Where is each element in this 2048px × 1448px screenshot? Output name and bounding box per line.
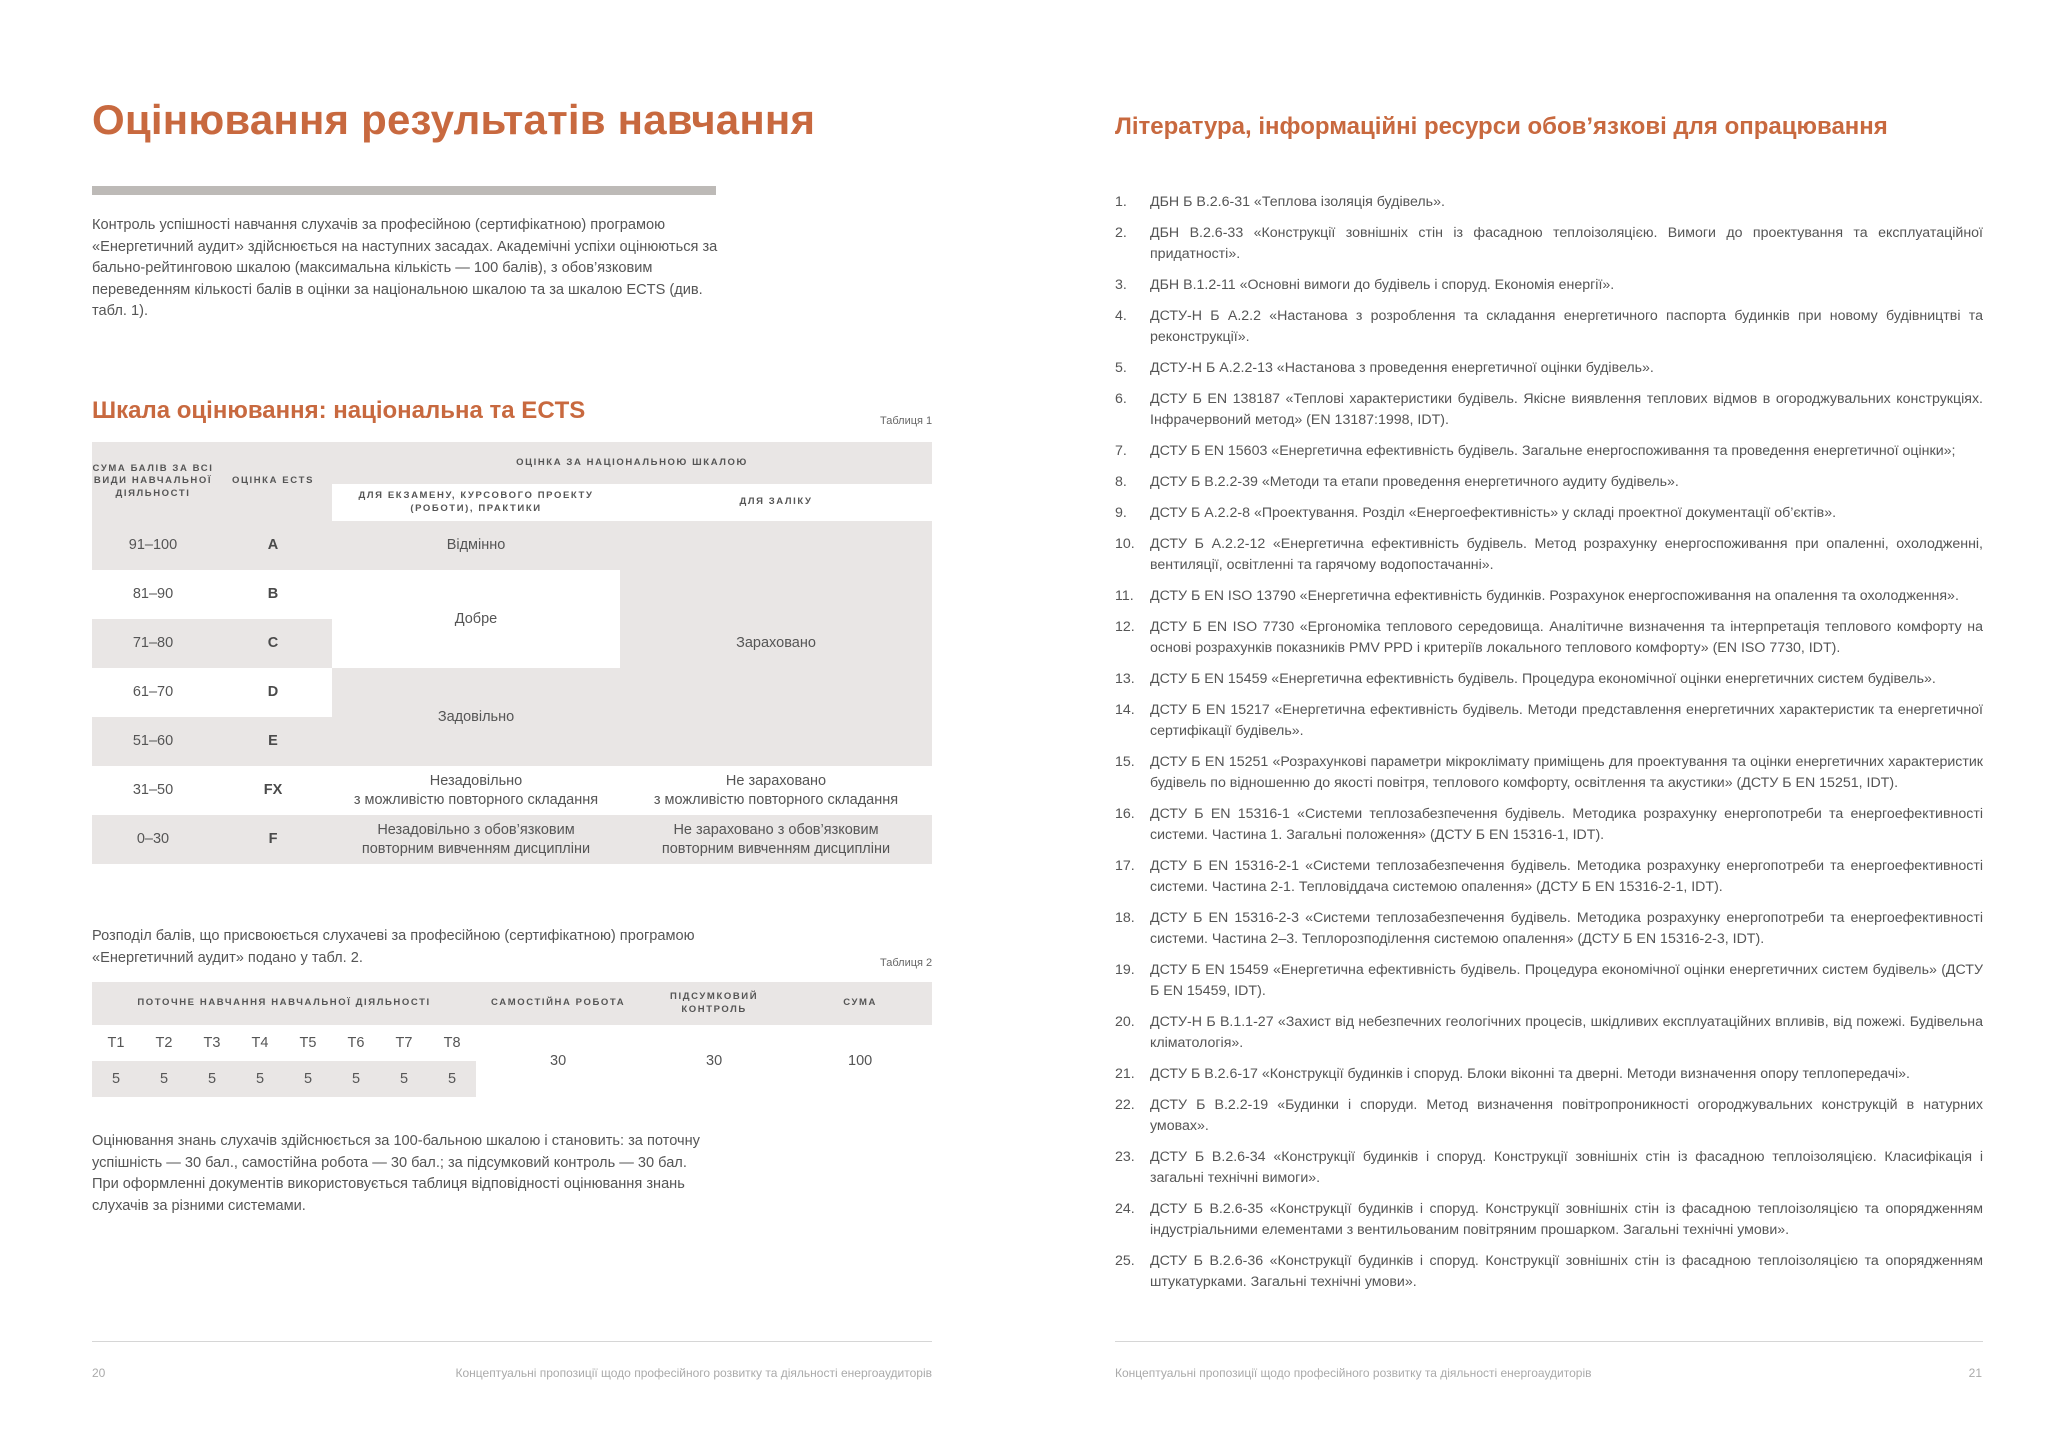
list-item — [1115, 441, 1983, 462]
footer-text: Концептуальні пропозиції щодо професійного розвитку та діяльності енергоаудиторів — [1115, 1366, 1592, 1380]
topic-cell: Т3 — [188, 1025, 236, 1061]
score-cell: 5 — [140, 1061, 188, 1097]
table-cell-grade: D — [214, 668, 332, 717]
list-item — [1115, 1095, 1983, 1137]
list-item — [1115, 586, 1983, 607]
list-item-text: ДСТУ Б EN 15603 «Енергетична ефективність будівель. Загальне енергоспоживання та проведення енергетичної оцінки»; — [1150, 443, 1956, 459]
list-item-number: 25. — [1115, 1253, 1135, 1269]
table-cell-credit — [620, 815, 932, 864]
list-item — [1115, 472, 1983, 493]
score-cell: 5 — [188, 1061, 236, 1097]
table-cell-exam — [332, 815, 620, 864]
final-control-value: 30 — [640, 1025, 788, 1097]
header-final-control — [640, 982, 788, 1025]
topic-cell: Т6 — [332, 1025, 380, 1061]
assessment-paragraph: Оцінювання знань слухачів здійснюється за 100-бальною шкалою і становить: за поточну успішність — 30 бал., самостійна робота — 30 бал.; за підсумковий контроль — 30 бал. При оформленні документів використовується таблиця відповідності оцінювання знань слухачів за різними системами. — [92, 1133, 700, 1214]
list-item-number: 3. — [1115, 277, 1127, 293]
table-cell-range: 51–60 — [92, 717, 214, 766]
score-cell: 5 — [236, 1061, 284, 1097]
list-item — [1115, 700, 1983, 742]
list-item-text: ДСТУ Б В.2.6-36 «Конструкції будинків і споруд. Конструкції зовнішніх стін із фасадною теплоізоляцією та опорядженням штукатурками. Загальні технічні умови». — [1150, 1253, 1983, 1290]
list-item — [1115, 752, 1983, 794]
total-value: 100 — [788, 1025, 932, 1097]
topic-cell: Т2 — [140, 1025, 188, 1061]
list-item — [1115, 804, 1983, 846]
table-cell-grade: B — [214, 570, 332, 619]
list-item-text: ДСТУ Б А.2.2-12 «Енергетична ефективність будівель. Метод розрахунку енергоспоживання при опаленні, охолодженні, вентиляції, освітленні та гарячому водопостачанні». — [1150, 536, 1983, 573]
list-item-text: ДСТУ Б EN ISO 13790 «Енергетична ефективність будинків. Розрахунок енергоспоживання на опалення та охолодження». — [1150, 588, 1959, 604]
list-item-number: 1. — [1115, 194, 1127, 210]
table-cell-grade: A — [214, 521, 332, 570]
table-cell-range: 61–70 — [92, 668, 214, 717]
footer-rule — [92, 1341, 932, 1342]
list-item-number: 22. — [1115, 1097, 1135, 1113]
table1-caption: Таблиця 1 — [880, 415, 933, 427]
list-item — [1115, 669, 1983, 690]
header-sum: СУМА БАЛІВ ЗА ВСІ ВИДИ НАВЧАЛЬНОЇ ДІЯЛЬНОСТІ — [92, 442, 214, 521]
credit-fx-line1: Не зараховано — [725, 772, 827, 789]
list-item — [1115, 1012, 1983, 1054]
table-cell-range: 71–80 — [92, 619, 214, 668]
list-item-text: ДСТУ Б EN 15251 «Розрахункові параметри мікроклімату приміщень для проектування та оцінки енергетичних характеристик будівель по відношенню до якості повітря, теплового комфорту, освітлення та акустики» (ДСТУ Б EN 15251, IDT). — [1150, 754, 1983, 791]
list-item-number: 13. — [1115, 671, 1135, 687]
list-item-number: 16. — [1115, 806, 1135, 822]
list-item-number: 24. — [1115, 1201, 1135, 1217]
list-item-text: ДСТУ Б В.2.6-35 «Конструкції будинків і споруд. Конструкції зовнішніх стін із фасадною теплоізоляцією та опорядженням індустріальними елементами з вентильованим повітряним прошарком. Загальні технічні умови». — [1150, 1201, 1983, 1238]
list-item-text: ДСТУ Б В.2.6-34 «Конструкції будинків і споруд. Конструкції зовнішніх стін із фасадною теплоізоляцією. Класифікація і загальні технічні вимоги». — [1150, 1149, 1983, 1186]
score-cell: 5 — [332, 1061, 380, 1097]
list-item-number: 14. — [1115, 702, 1135, 718]
exam-fx-line2: з можливістю повторного складання — [353, 791, 599, 808]
table-cell-range: 31–50 — [92, 766, 214, 815]
grading-scale-table — [92, 442, 932, 864]
list-item-text: ДСТУ Б EN ISO 7730 «Ергономіка теплового середовища. Аналітичне визначення та інтерпретація теплового комфорту на основі розрахунків показників PMV PPD і критеріїв локального теплового комфорту» (EN ISO 7730, IDT). — [1150, 619, 1983, 656]
list-item-text: ДСТУ Б В.2.2-39 «Методи та етапи проведення енергетичного аудиту будівель». — [1150, 474, 1679, 490]
list-item — [1115, 275, 1983, 296]
list-item — [1115, 534, 1983, 576]
points-distribution-table — [92, 982, 932, 1097]
table-cell-exam: Добре — [332, 570, 620, 668]
footer-text: Концептуальні пропозиції щодо професійного розвитку та діяльності енергоаудиторів — [455, 1366, 932, 1380]
list-item-number: 12. — [1115, 619, 1135, 635]
list-item — [1115, 617, 1983, 659]
topic-cell: Т5 — [284, 1025, 332, 1061]
score-cell: 5 — [284, 1061, 332, 1097]
header-exam: ДЛЯ ЕКЗАМЕНУ, КУРСОВОГО ПРОЕКТУ (РОБОТИ), ПРАКТИКИ — [332, 484, 620, 521]
list-item — [1115, 389, 1983, 431]
table-cell-credit — [620, 766, 932, 815]
list-item — [1115, 192, 1983, 213]
page-title: Оцінювання результатів навчання — [92, 96, 816, 143]
list-item — [1115, 306, 1983, 348]
list-item-number: 4. — [1115, 308, 1127, 324]
credit-f-line1: Не зараховано з обов’язковим — [673, 821, 879, 838]
list-item — [1115, 908, 1983, 950]
page-number: 21 — [1968, 1366, 1982, 1380]
list-item-text: ДСТУ Б А.2.2-8 «Проектування. Розділ «Енергоефективність» у складі проектної документації об’єктів». — [1150, 505, 1837, 521]
header-final-line1: ПІДСУМКОВИЙ — [670, 991, 759, 1002]
references-title: Література, інформаційні ресурси обов’язкові для опрацювання — [1115, 113, 1888, 140]
scale-section-title: Шкала оцінювання: національна та ECTS — [92, 397, 586, 424]
list-item-text: ДСТУ-Н Б А.2.2 «Настанова з розроблення та складання енергетичного паспорта будинків при новому будівництві та реконструкції». — [1150, 308, 1983, 345]
exam-fx-line1: Незадовільно — [429, 772, 523, 789]
list-item — [1115, 856, 1983, 898]
credit-f-line2: повторним вивченням дисципліни — [661, 840, 891, 857]
list-item-text: ДСТУ Б EN 15316-2-3 «Системи теплозабезпечення будівель. Методика розрахунку енергопотреби та енергоефективності системи. Частина 2–3. Теплорозподілення системою опалення» (ДСТУ Б EN 15316-2-3, IDT). — [1150, 910, 1983, 947]
self-work-value: 30 — [476, 1025, 640, 1097]
list-item — [1115, 358, 1983, 379]
list-item-number: 18. — [1115, 910, 1135, 926]
table-cell-exam — [332, 766, 620, 815]
list-item-number: 7. — [1115, 443, 1127, 459]
table-cell-range: 81–90 — [92, 570, 214, 619]
intro-paragraph: Контроль успішності навчання слухачів за професійною (сертифікатною) програмою «Енергетичний аудит» здійснюється на наступних засадах. Академічні успіхи оцінюються за бально-рейтинговою шкалою (максимальна кількість — 100 балів), з обов’язковим переведенням кількості балів в оцінки за національною шкалою та за шкалою ECTS (див. табл. 1). — [92, 217, 718, 319]
exam-f-line2: повторним вивченням дисципліни — [361, 840, 591, 857]
list-item-text: ДСТУ Б EN 15459 «Енергетична ефективність будівель. Процедура економічної оцінки енергетичних систем будівель» (ДСТУ Б EN 15459, IDT). — [1150, 962, 1983, 999]
exam-f-line1: Незадовільно з обов’язковим — [377, 821, 575, 838]
list-item-number: 9. — [1115, 505, 1127, 521]
list-item-text: ДБН В.2.6-33 «Конструкції зовнішніх стін із фасадною теплоізоляцією. Вимоги до проектування та експлуатаційної придатності». — [1150, 225, 1983, 262]
distribution-paragraph: Розподіл балів, що присвоюється слухачеві за професійною (сертифікатною) програмою «Енергетичний аудит» подано у табл. 2. — [92, 928, 695, 966]
references-list — [1115, 192, 1983, 1303]
list-item-text: ДСТУ-Н Б В.1.1-27 «Захист від небезпечних геологічних процесів, шкідливих експлуатаційних впливів, від пожежі. Будівельна кліматологія». — [1150, 1014, 1983, 1051]
list-item-text: ДСТУ Б EN 138187 «Теплові характеристики будівель. Якісне виявлення теплових відмов в огороджувальних конструкціях. Інфрачервоний метод» (EN 13187:1998, IDT). — [1150, 391, 1983, 428]
list-item — [1115, 223, 1983, 265]
list-item-number: 10. — [1115, 536, 1135, 552]
header-credit: ДЛЯ ЗАЛІКУ — [620, 484, 932, 521]
table-cell-grade: FX — [214, 766, 332, 815]
table-cell-credit: Зараховано — [620, 521, 932, 766]
list-item-number: 15. — [1115, 754, 1135, 770]
table-cell-exam: Відмінно — [332, 521, 620, 570]
right-page — [1024, 0, 2048, 1448]
list-item-number: 8. — [1115, 474, 1127, 490]
list-item-number: 11. — [1115, 588, 1134, 604]
list-item — [1115, 1199, 1983, 1241]
list-item — [1115, 503, 1983, 524]
list-item — [1115, 1147, 1983, 1189]
list-item-text: ДСТУ Б EN 15316-2-1 «Системи теплозабезпечення будівель. Методика розрахунку енергопотреби та енергоефективності системи. Частина 2-1. Тепловіддача системою опалення» (ДСТУ Б EN 15316-2-1, IDT). — [1150, 858, 1983, 895]
table-cell-grade: E — [214, 717, 332, 766]
table-cell-grade: C — [214, 619, 332, 668]
header-current: ПОТОЧНЕ НАВЧАННЯ НАВЧАЛЬНОЇ ДІЯЛЬНОСТІ — [92, 982, 476, 1025]
topic-cell: Т4 — [236, 1025, 284, 1061]
list-item-text: ДСТУ Б В.2.6-17 «Конструкції будинків і споруд. Блоки віконні та дверні. Методи визначення опору теплопередачі». — [1150, 1066, 1910, 1082]
list-item-number: 6. — [1115, 391, 1127, 407]
table-cell-range: 91–100 — [92, 521, 214, 570]
footer-rule — [1115, 1341, 1983, 1342]
header-ects: ОЦІНКА ECTS — [214, 442, 332, 521]
list-item-text: ДСТУ Б EN 15217 «Енергетична ефективність будівель. Методи представлення енергетичних характеристик та енергетичної сертифікації будівель». — [1150, 702, 1983, 739]
list-item-text: ДСТУ Б EN 15459 «Енергетична ефективність будівель. Процедура економічної оцінки енергетичних систем будівель». — [1150, 671, 1936, 687]
list-item-text: ДСТУ Б EN 15316-1 «Системи теплозабезпечення будівель. Методика розрахунку енергопотреби та енергоефективності системи. Частина 1. Загальні положення» (ДСТУ Б EN 15316-1, IDT). — [1150, 806, 1983, 843]
header-self-work: САМОСТІЙНА РОБОТА — [476, 982, 640, 1025]
topic-cell: Т8 — [428, 1025, 476, 1061]
credit-fx-line2: з можливістю повторного складання — [653, 791, 899, 808]
table-cell-exam: Задовільно — [332, 668, 620, 766]
list-item-number: 21. — [1115, 1066, 1135, 1082]
list-item-text: ДСТУ Б В.2.2-19 «Будинки і споруди. Метод визначення повітропроникності огороджувальних конструкцій в натурних умовах». — [1150, 1097, 1983, 1134]
header-sum: СУМА — [788, 982, 932, 1025]
header-national: ОЦІНКА ЗА НАЦІОНАЛЬНОЮ ШКАЛОЮ — [332, 442, 932, 484]
title-underline-bar — [92, 186, 716, 195]
topic-cell: Т1 — [92, 1025, 140, 1061]
list-item-number: 17. — [1115, 858, 1135, 874]
list-item-number: 5. — [1115, 360, 1127, 376]
header-final-line2: КОНТРОЛЬ — [681, 1003, 747, 1015]
topic-cell: Т7 — [380, 1025, 428, 1061]
list-item-text: ДСТУ-Н Б А.2.2-13 «Настанова з проведення енергетичної оцінки будівель». — [1150, 360, 1654, 376]
list-item-number: 20. — [1115, 1014, 1135, 1030]
table2-caption: Таблиця 2 — [880, 957, 933, 969]
table-cell-range: 0–30 — [92, 815, 214, 864]
list-item-text: ДБН В.1.2-11 «Основні вимоги до будівель і споруд. Економія енергії». — [1150, 277, 1615, 293]
list-item-number: 23. — [1115, 1149, 1135, 1165]
score-cell: 5 — [380, 1061, 428, 1097]
list-item — [1115, 960, 1983, 1002]
score-cell: 5 — [428, 1061, 476, 1097]
list-item — [1115, 1251, 1983, 1293]
table-cell-grade: F — [214, 815, 332, 864]
page-number: 20 — [92, 1366, 106, 1380]
list-item — [1115, 1064, 1983, 1085]
score-cell: 5 — [92, 1061, 140, 1097]
list-item-text: ДБН Б В.2.6-31 «Теплова ізоляція будівель». — [1150, 194, 1445, 210]
list-item-number: 2. — [1115, 225, 1127, 241]
list-item-number: 19. — [1115, 962, 1135, 978]
